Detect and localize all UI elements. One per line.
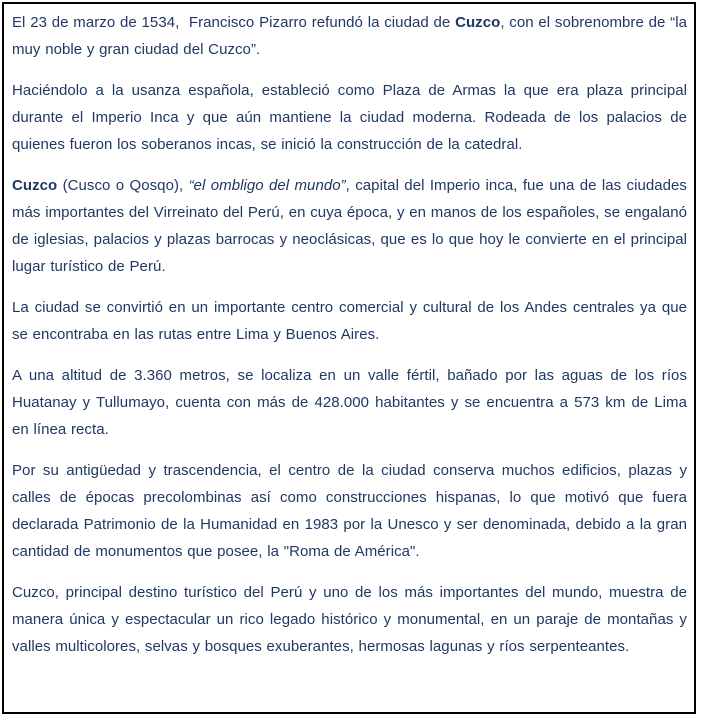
text-run: El 23 de marzo de 1534, Francisco Pizarro refundó la ciudad de bbox=[12, 14, 456, 31]
text-run: , capital del Imperio inca, fue una de las ciudades más importantes del Virreinato del Perú, en cuya época, y en manos de los españoles, se engalanó de iglesias, palacios y plazas barrocas y neoclásicas, que es lo que hoy le convierte en el principal lugar turístico de Perú. bbox=[12, 177, 687, 275]
text-run: La ciudad se convirtió en un importante centro comercial y cultural de los Andes centrales ya que se encontraba en las rutas entre Lima y Buenos Aires. bbox=[12, 299, 687, 343]
paragraph bbox=[12, 294, 687, 348]
text-run: Por su antigüedad y trascendencia, el centro de la ciudad conserva muchos edificios, plazas y calles de épocas precolombinas así como construcciones hispanas, lo que motivó que fuera declarada Patrimonio de la Humanidad en 1983 por la Unesco y ser denominada, debido a la gran cantidad de monumentos que posee, la "Roma de América". bbox=[12, 462, 687, 560]
text-run: Haciéndolo a la usanza española, estableció como Plaza de Armas la que era plaza principal durante el Imperio Inca y que aún mantiene la ciudad moderna. Rodeada de los palacios de quienes fueron los soberanos incas, se inició la construcción de la catedral. bbox=[12, 82, 687, 153]
paragraph bbox=[12, 9, 687, 63]
text-run: Cuzco bbox=[12, 177, 58, 194]
text-run: “el ombligo del mundo” bbox=[188, 177, 346, 194]
document-body bbox=[12, 9, 687, 660]
text-run: (Cusco o Qosqo), bbox=[57, 177, 189, 194]
text-run: A una altitud de 3.360 metros, se localiza en un valle fértil, bañado por las aguas de los ríos Huatanay y Tullumayo, cuenta con más de 428.000 habitantes y se encuentra a 573 km de Lima en línea recta. bbox=[12, 367, 687, 438]
text-run: Cuzco bbox=[455, 14, 501, 31]
text-run: Cuzco, principal destino turístico del Perú y uno de los más importantes del mundo, muestra de manera única y espectacular un rico legado histórico y monumental, en un paraje de montañas y valles multicolores, selvas y bosques exuberantes, hermosas lagunas y ríos serpenteantes. bbox=[12, 584, 687, 655]
paragraph bbox=[12, 362, 687, 443]
document-page bbox=[2, 2, 696, 714]
text-run: , con el sobrenombre de “la muy noble y gran ciudad del Cuzco”. bbox=[12, 14, 687, 58]
paragraph bbox=[12, 172, 687, 280]
paragraph bbox=[12, 579, 687, 660]
paragraph bbox=[12, 457, 687, 565]
paragraph bbox=[12, 77, 687, 158]
